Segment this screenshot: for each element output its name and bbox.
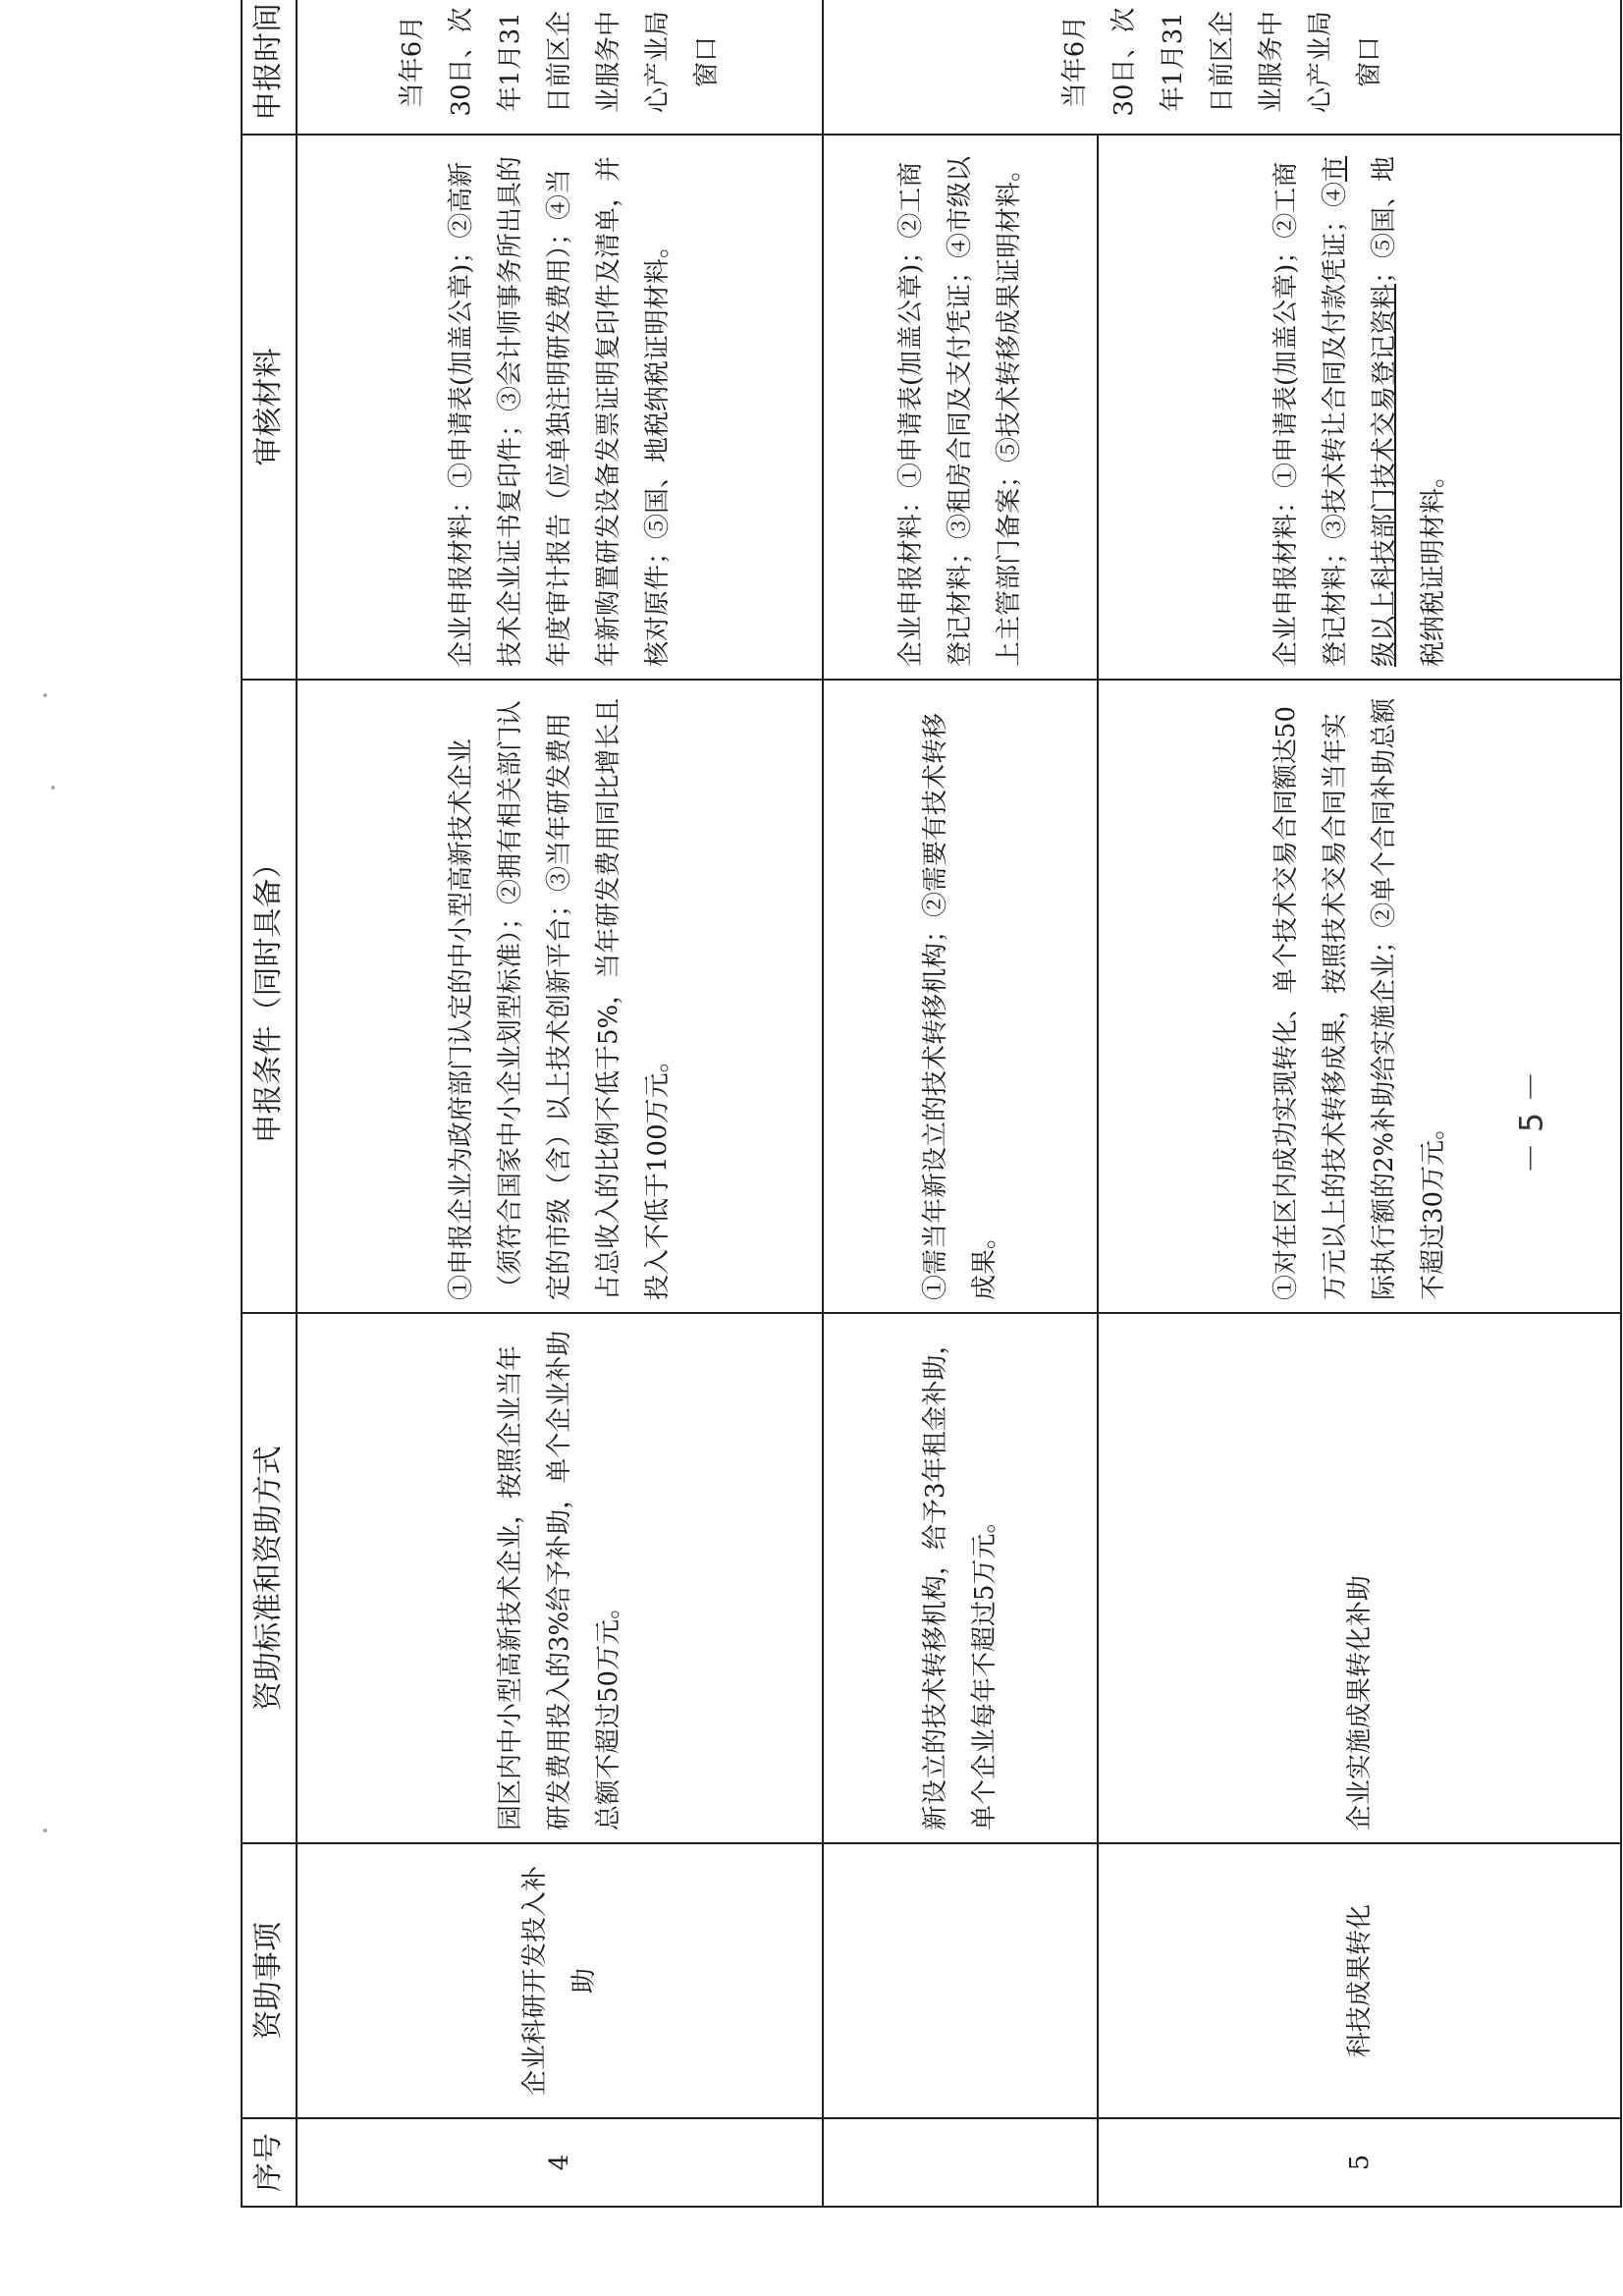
row4b-standard: 新设立的技术转移机构，给予3年租金补助，单个企业每年不超过5万元。	[823, 1313, 1098, 1843]
header-standard: 资助标准和资助方式	[242, 1313, 297, 1843]
scan-speck	[43, 693, 47, 697]
row5-item: 科技成果转化	[1098, 1843, 1621, 2118]
row4-time: 当年6月30日、次年1月31日前区企业服务中心产业局窗口	[297, 0, 823, 135]
scan-speck	[43, 1829, 47, 1832]
header-materials: 审核材料	[242, 135, 297, 680]
cell-no-group	[297, 2118, 1098, 2207]
header-conditions: 申报条件（同时具备）	[242, 680, 297, 1313]
row4b-conditions: ①需当年新设立的技术转移机构；②需要有技术转移成果。	[823, 680, 1098, 1313]
row4b-time: 当年6月30日、次年1月31日前区企业服务中心产业局窗口	[823, 0, 1621, 135]
row4b-item-empty	[824, 1844, 1097, 2117]
rotated-table-wrapper	[241, 0, 1620, 2208]
subsidy-table	[241, 0, 1622, 2208]
row4-conditions: ①申报企业为政府部门认定的中小型高新技术企业（须符合国家中小企业划型标准）；②拥有相关部门认定的市级（含）以上技术创新平台；③当年研发费用占总收入的比例不低于5%，当年研发费用同比增长且投入不低于100万元。	[297, 680, 823, 1313]
row5-standard: 企业实施成果转化补助	[1098, 1313, 1621, 1843]
table-row	[297, 0, 823, 2207]
row5-conditions: ①对在区内成功实现转化、单个技术交易合同额达50万元以上的技术转移成果，按照技术交易合同当年实际执行额的2%补助给实施企业；②单个合同补助总额不超过30万元。	[1098, 680, 1621, 1313]
header-item: 资助事项	[242, 1843, 297, 2118]
row4-item: 企业科研开发投入补助	[520, 1866, 599, 2097]
row4b-no-empty	[824, 2119, 1097, 2206]
row5-materials-d: ；⑤国、地税纳税证明材料。	[1369, 155, 1448, 667]
header-time: 申报时间	[242, 0, 297, 135]
row5-materials-a: 企业	[1271, 615, 1301, 667]
table-header-row	[242, 0, 297, 2207]
row4b-materials: 企业申报材料：①申请表(加盖公章)；②工商登记材料；③租房合同及支付凭证；④市级以上主管部门备案；⑤技术转移成果证明材料。	[823, 135, 1098, 680]
row5-no: 5	[1098, 2118, 1621, 2207]
scan-speck	[51, 786, 55, 790]
row4-standard: 园区内中小型高新技术企业，按照企业当年研发费用投入的3%给予补助，单个企业补助总额不超过50万元。	[297, 1313, 823, 1843]
page-number: － 5 －	[1512, 1070, 1550, 1175]
header-no: 序号	[242, 2118, 297, 2207]
row5-materials-c: 市级以上科技部门技术交易登记资料	[1320, 155, 1399, 667]
row4-materials: 企业申报材料：①申请表(加盖公章)；②高新技术企业证书复印件；③会计师事务所出具的年度审计报告（应单独注明研发费用）；④当年新购置研发设备发票证明复印件及清单，并核对原件；⑤国、地税纳税证明材料。	[297, 135, 823, 680]
cell-item-group	[297, 1843, 1098, 2118]
row5-materials	[1098, 135, 1621, 680]
row5-materials-b: 申报材料：①申请表(加盖公章)；②工商登记材料；③技术转让合同及付款凭证；④	[1271, 161, 1350, 667]
row4-no: 4	[545, 2154, 574, 2171]
